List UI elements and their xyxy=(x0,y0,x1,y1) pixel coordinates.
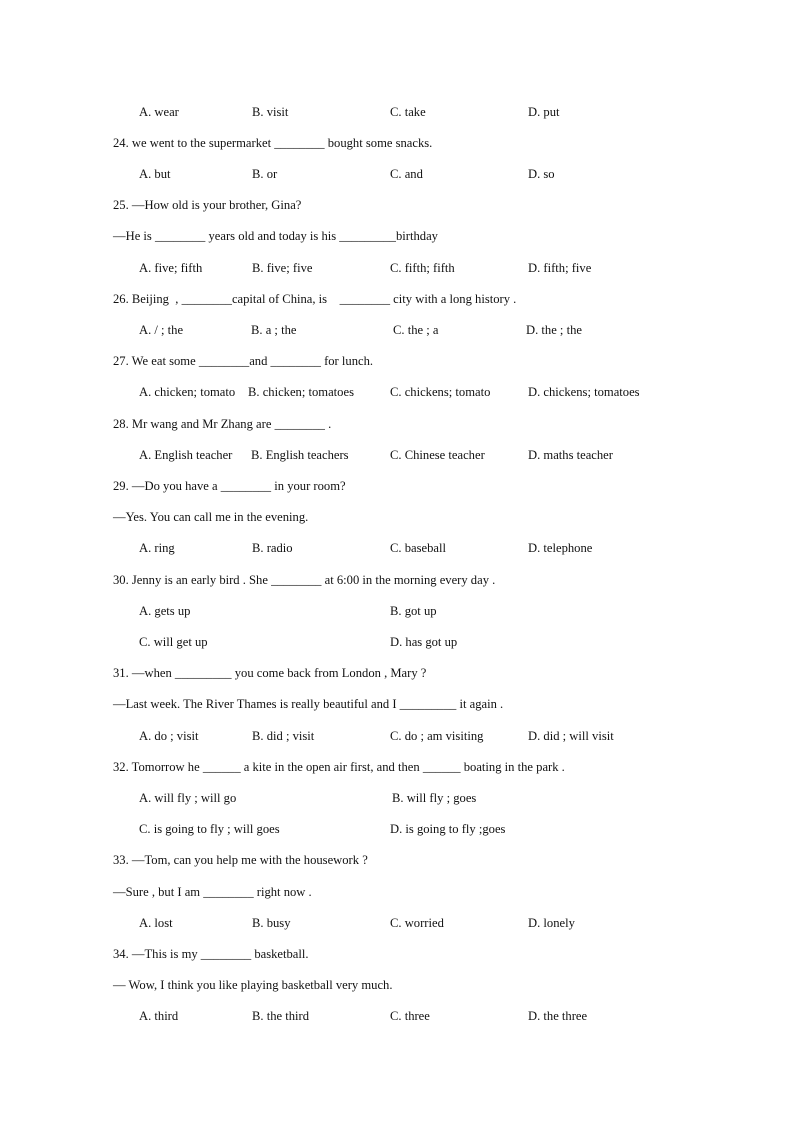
option-d: D. has got up xyxy=(390,635,458,649)
q34-reply: — Wow, I think you like playing basketball very much. xyxy=(113,978,393,992)
q33-reply: —Sure , but I am ________ right now . xyxy=(113,885,312,899)
option-c: C. will get up xyxy=(139,635,208,649)
option-a: A. will fly ; will go xyxy=(139,791,237,805)
option-d: D. telephone xyxy=(528,541,593,555)
option-a: A. third xyxy=(139,1009,179,1023)
option-d: D. chickens; tomatoes xyxy=(528,385,640,399)
option-c: C. the ; a xyxy=(393,323,439,337)
option-c: C. fifth; fifth xyxy=(390,261,455,275)
q29-options xyxy=(0,539,794,557)
option-d: D. the three xyxy=(528,1009,588,1023)
q25-options xyxy=(0,259,794,277)
option-c: C. do ; am visiting xyxy=(390,729,484,743)
option-c: C. worried xyxy=(390,916,444,930)
q30-options-row2 xyxy=(0,633,794,651)
q34-options xyxy=(0,1007,794,1025)
q25-stem: 25. —How old is your brother, Gina? xyxy=(113,198,302,212)
option-a: A. ring xyxy=(139,541,175,555)
option-b: B. five; five xyxy=(252,261,313,275)
option-d: D. did ; will visit xyxy=(528,729,614,743)
q34-stem: 34. —This is my ________ basketball. xyxy=(113,947,309,961)
q33-options xyxy=(0,914,794,932)
option-d: D. lonely xyxy=(528,916,575,930)
option-a: A. chicken; tomato xyxy=(139,385,236,399)
option-b: B. a ; the xyxy=(251,323,297,337)
q31-stem: 31. —when _________ you come back from London , Mary ? xyxy=(113,666,427,680)
option-d: D. so xyxy=(528,167,555,181)
q29-stem: 29. —Do you have a ________ in your room? xyxy=(113,479,346,493)
q28-stem: 28. Mr wang and Mr Zhang are ________ . xyxy=(113,417,332,431)
q23-options xyxy=(0,103,794,121)
option-b: B. busy xyxy=(252,916,291,930)
q32-stem: 32. Tomorrow he ______ a kite in the open air first, and then ______ boating in the park . xyxy=(113,760,565,774)
q32-options-row1 xyxy=(0,789,794,807)
q27-stem: 27. We eat some ________and ________ for lunch. xyxy=(113,354,374,368)
option-b: B. did ; visit xyxy=(252,729,315,743)
q31-reply: —Last week. The River Thames is really beautiful and I _________ it again . xyxy=(113,697,504,711)
q31-options xyxy=(0,727,794,745)
q27-options xyxy=(0,383,794,401)
q28-options xyxy=(0,446,794,464)
q26-options xyxy=(0,321,794,339)
q30-options-row1 xyxy=(0,602,794,620)
option-a: A. five; fifth xyxy=(139,261,203,275)
option-b: B. will fly ; goes xyxy=(392,791,477,805)
q26-stem: 26. Beijing , ________capital of China, is ________ city with a long history . xyxy=(113,292,517,306)
option-c: C. three xyxy=(390,1009,430,1023)
option-c: C. chickens; tomato xyxy=(390,385,491,399)
option-a: A. / ; the xyxy=(139,323,184,337)
option-a: A. lost xyxy=(139,916,173,930)
q30-stem: 30. Jenny is an early bird . She ________ at 6:00 in the morning every day . xyxy=(113,573,496,587)
option-b: B. the third xyxy=(252,1009,310,1023)
option-c: C. Chinese teacher xyxy=(390,448,485,462)
option-b: B. English teachers xyxy=(251,448,349,462)
q24-options xyxy=(0,165,794,183)
option-a: A. wear xyxy=(139,105,179,119)
option-a: A. do ; visit xyxy=(139,729,199,743)
q24-stem: 24. we went to the supermarket ________ bought some snacks. xyxy=(113,136,433,150)
option-c: C. and xyxy=(390,167,423,181)
option-d: D. fifth; five xyxy=(528,261,592,275)
option-d: D. put xyxy=(528,105,560,119)
q33-stem: 33. —Tom, can you help me with the housework ? xyxy=(113,853,368,867)
option-b: B. or xyxy=(252,167,278,181)
option-d: D. maths teacher xyxy=(528,448,613,462)
option-c: C. baseball xyxy=(390,541,446,555)
option-a: A. but xyxy=(139,167,171,181)
option-d: D. the ; the xyxy=(526,323,582,337)
q25-reply: —He is ________ years old and today is his _________birthday xyxy=(113,229,438,243)
option-c: C. is going to fly ; will goes xyxy=(139,822,280,836)
option-c: C. take xyxy=(390,105,426,119)
q32-options-row2 xyxy=(0,820,794,838)
option-b: B. chicken; tomatoes xyxy=(248,385,354,399)
q29-reply: —Yes. You can call me in the evening. xyxy=(113,510,309,524)
option-d: D. is going to fly ;goes xyxy=(390,822,506,836)
option-b: B. visit xyxy=(252,105,289,119)
option-a: A. English teacher xyxy=(139,448,233,462)
option-a: A. gets up xyxy=(139,604,191,618)
option-b: B. got up xyxy=(390,604,437,618)
option-b: B. radio xyxy=(252,541,293,555)
